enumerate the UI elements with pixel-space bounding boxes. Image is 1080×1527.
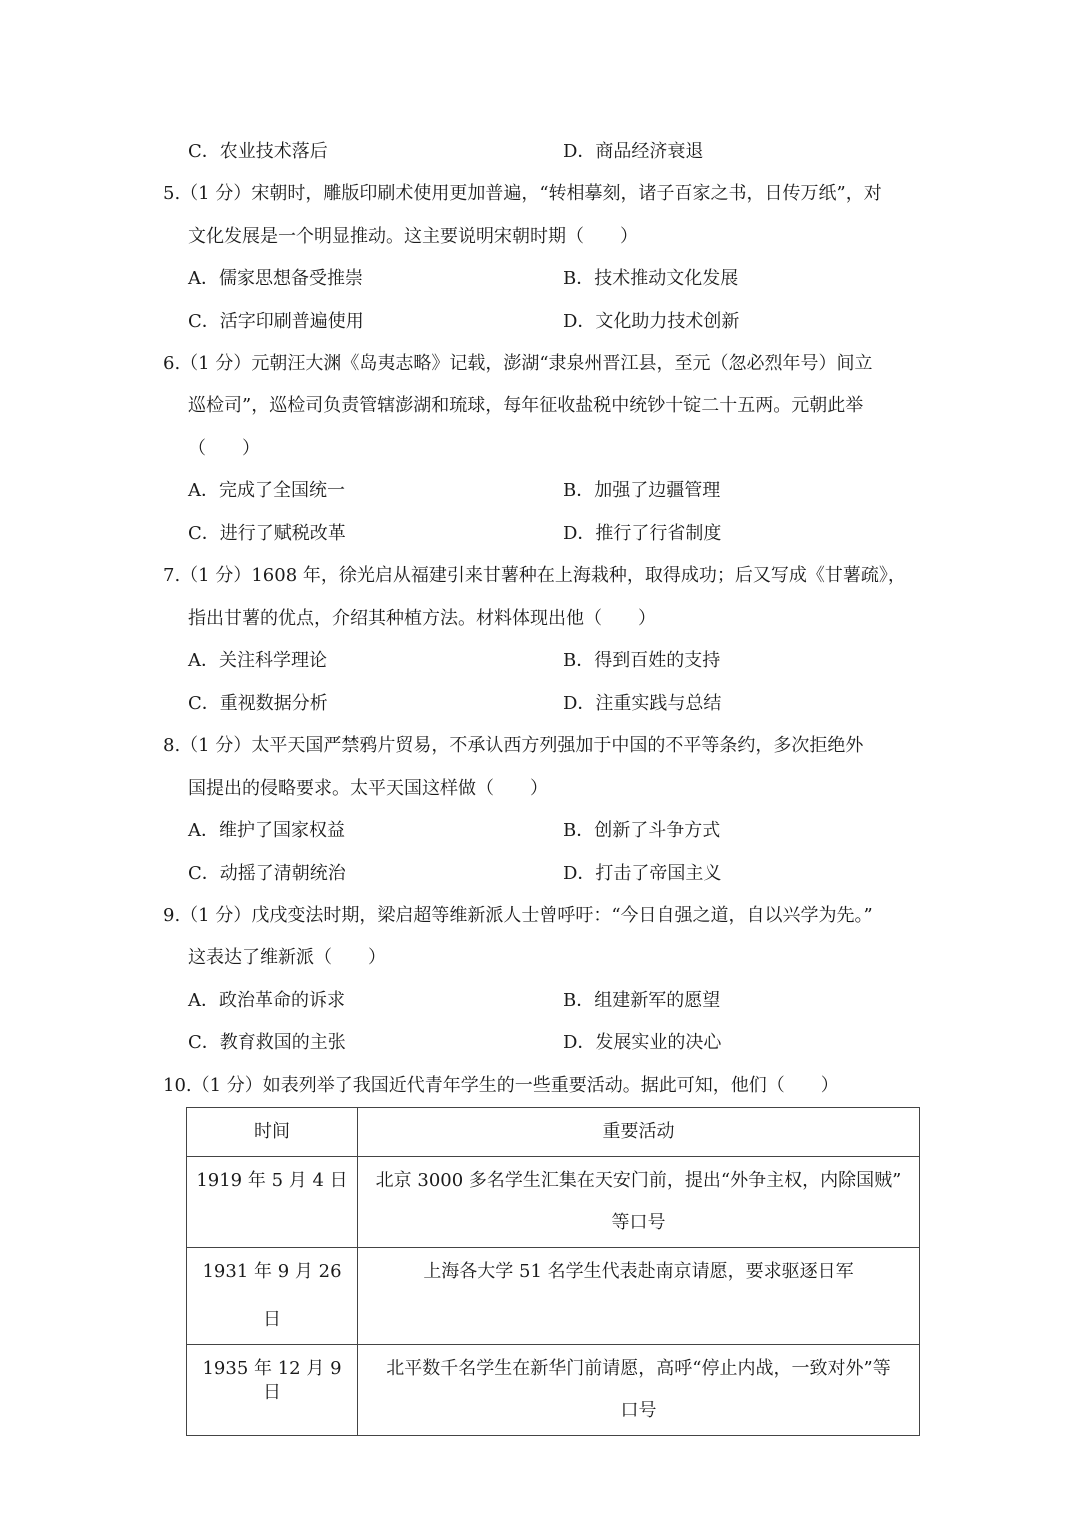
- activity-line: 北京 3000 多名学生汇集在天安门前，提出“外争主权，内除国贼”: [375, 1170, 902, 1191]
- activity-line: 北平数千名学生在新华门前请愿，高呼“停止内战，一致对外”等: [386, 1358, 891, 1379]
- q5-stem-line-2: 文化发展是一个明显推动。这主要说明宋朝时期（ ）: [188, 226, 638, 247]
- activity-line: 口号: [620, 1400, 657, 1421]
- q8-option-d: D．打击了帝国主义: [563, 863, 722, 884]
- table-header-time: 时间: [187, 1108, 358, 1157]
- q7-option-c: C．重视数据分析: [188, 693, 328, 714]
- q6-option-d: D．推行了行省制度: [563, 523, 722, 544]
- q5-option-c: C．活字印刷普遍使用: [188, 311, 364, 332]
- table-header-row: [187, 1108, 920, 1157]
- q6-stem-line-2: 巡检司”，巡检司负责管辖澎湖和琉球，每年征收盐税中统钞十锭二十五两。元朝此举: [188, 395, 864, 416]
- student-activities-table: [186, 1107, 920, 1436]
- q10-stem: 10.（1 分）如表列举了我国近代青年学生的一些重要活动。据此可知，他们（ ）: [163, 1075, 839, 1096]
- table-cell-activity: [358, 1248, 920, 1345]
- q9-stem-line-2: 这表达了维新派（ ）: [188, 947, 386, 968]
- q9-option-b: B．组建新军的愿望: [563, 990, 721, 1011]
- q9-option-c: C．教育救国的主张: [188, 1032, 346, 1053]
- q6-stem-line-3: （ ）: [188, 438, 260, 459]
- q7-stem-line-1: 7.（1 分）1608 年，徐光启从福建引来甘薯种在上海栽种，取得成功；后又写成《甘薯疏》，: [163, 565, 906, 586]
- q8-stem-line-1: 8.（1 分）太平天国严禁鸦片贸易，不承认西方列强加于中国的不平等条约，多次拒绝外: [163, 735, 864, 756]
- q6-stem-line-1: 6.（1 分）元朝汪大渊《岛夷志略》记载，澎湖“隶泉州晋江县，至元（忽必烈年号）间立: [163, 353, 873, 374]
- table-cell-date: 1935 年 12 月 9 日: [187, 1345, 358, 1436]
- q6-option-a: A．完成了全国统一: [188, 480, 345, 501]
- activity-line: 等口号: [611, 1212, 666, 1233]
- q8-option-c: C．动摇了清朝统治: [188, 863, 346, 884]
- q9-stem-line-1: 9.（1 分）戊戌变法时期，梁启超等维新派人士曾呼吁：“今日自强之道，自以兴学为先。”: [163, 905, 873, 926]
- q7-option-a: A．关注科学理论: [188, 650, 327, 671]
- q9-option-d: D．发展实业的决心: [563, 1032, 722, 1053]
- q8-option-b: B．创新了斗争方式: [563, 820, 721, 841]
- q4-option-d: D．商品经济衰退: [563, 141, 704, 162]
- table-cell-date: 1919 年 5 月 4 日: [187, 1157, 358, 1248]
- q5-stem-line-1: 5.（1 分）宋朝时，雕版印刷术使用更加普遍，“转相摹刻，诸子百家之书，日传万纸”，对: [163, 183, 882, 204]
- q5-option-a: A．儒家思想备受推崇: [188, 268, 363, 289]
- q4-option-c: C．农业技术落后: [188, 141, 328, 162]
- table-cell-activity: [358, 1345, 920, 1436]
- table-row: [187, 1248, 920, 1345]
- q6-option-b: B．加强了边疆管理: [563, 480, 721, 501]
- q7-option-d: D．注重实践与总结: [563, 693, 722, 714]
- table-cell-activity: [358, 1157, 920, 1248]
- q6-option-c: C．进行了赋税改革: [188, 523, 346, 544]
- q7-option-b: B．得到百姓的支持: [563, 650, 721, 671]
- q5-option-b: B．技术推动文化发展: [563, 268, 739, 289]
- q7-stem-line-2: 指出甘薯的优点，介绍其种植方法。材料体现出他（ ）: [188, 608, 656, 629]
- table-row: [187, 1157, 920, 1248]
- table-cell-date: 1931 年 9 月 26 日: [187, 1248, 358, 1345]
- q8-stem-line-2: 国提出的侵略要求。太平天国这样做（ ）: [188, 778, 548, 799]
- q5-option-d: D．文化助力技术创新: [563, 311, 740, 332]
- table-header-activity: 重要活动: [358, 1108, 920, 1157]
- activity-line: 上海各大学 51 名学生代表赴南京请愿，要求驱逐日军: [423, 1261, 854, 1282]
- q9-option-a: A．政治革命的诉求: [188, 990, 345, 1011]
- q8-option-a: A．维护了国家权益: [188, 820, 345, 841]
- table-row: [187, 1345, 920, 1436]
